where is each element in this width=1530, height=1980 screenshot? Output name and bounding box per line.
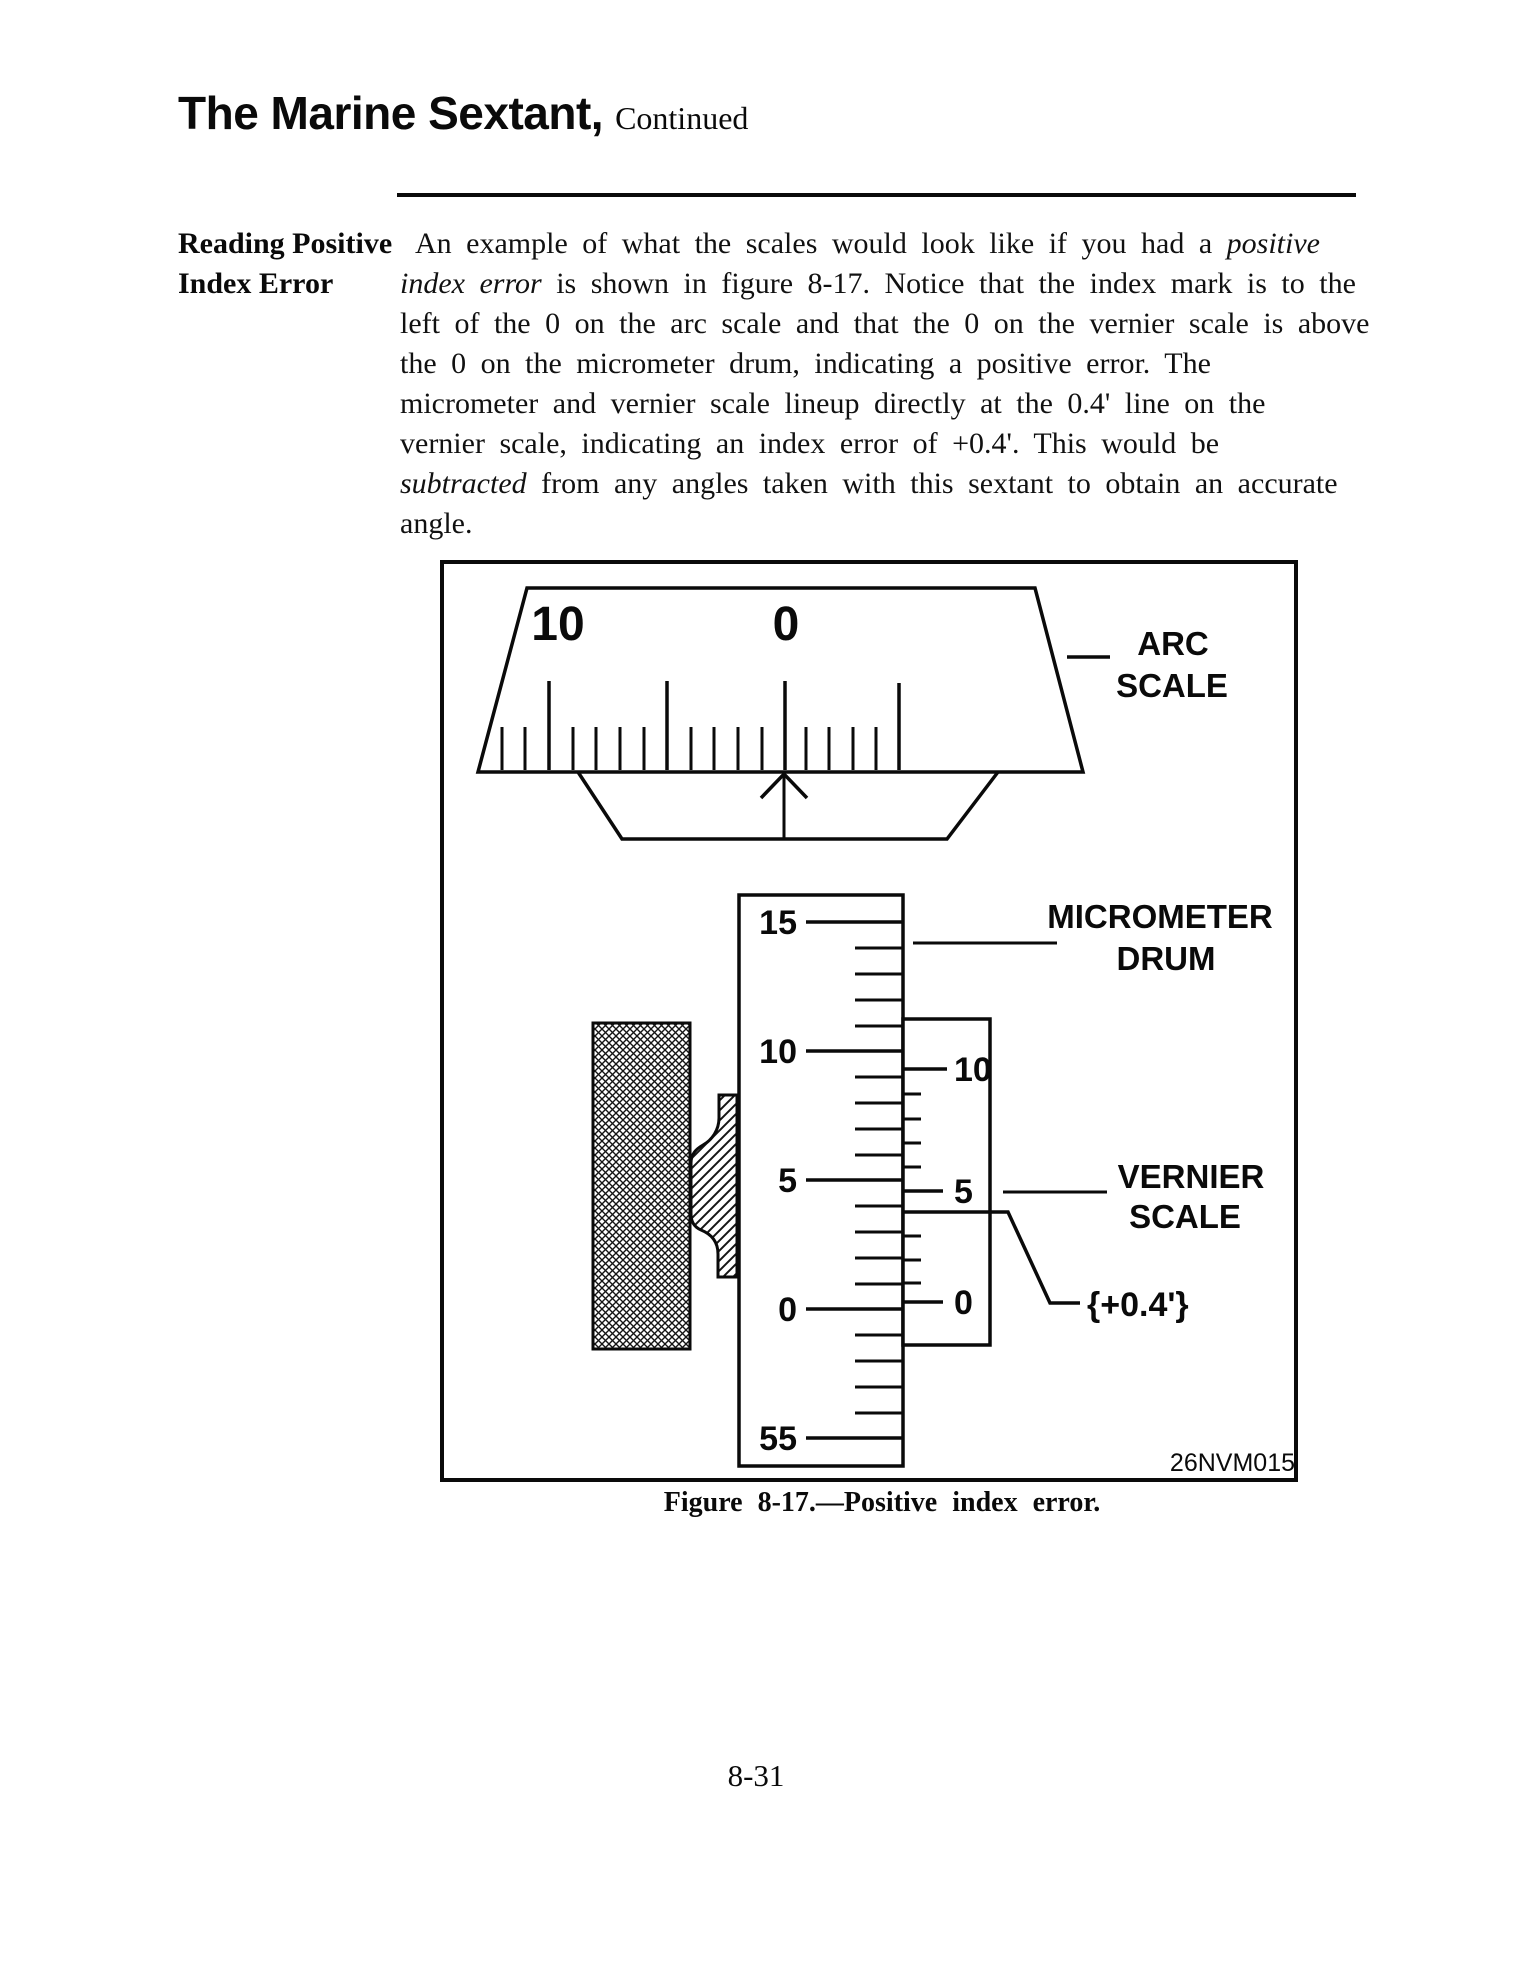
section-heading-line2: Index Error <box>178 267 334 300</box>
reading-value: {+0.4'} <box>1087 1286 1189 1324</box>
body-paragraph <box>400 224 1370 544</box>
figure-caption: Figure 8-17.—Positive index error. <box>663 1487 1101 1518</box>
title-continued: Continued <box>615 100 749 136</box>
section-heading-line1: Reading Positive <box>178 227 393 260</box>
worm-release-hatched <box>691 1095 737 1277</box>
index-housing <box>578 772 998 839</box>
vernier-label-0: 0 <box>954 1284 973 1322</box>
drum-label-15: 15 <box>759 904 797 942</box>
arc-label-10: 10 <box>531 598 585 651</box>
paragraph-line: An example of what the scales would look like if you had a positive <box>415 227 1320 260</box>
paragraph-line: angle. <box>400 507 473 540</box>
paragraph-line: micrometer and vernier scale lineup directly at the 0.4' line on the <box>400 387 1266 420</box>
drum-label-0: 0 <box>778 1291 797 1329</box>
arc-scale-label-line1: ARC <box>1137 625 1209 662</box>
title-main: The Marine Sextant, <box>178 87 604 139</box>
vernier-scale-label-line2: SCALE <box>1129 1198 1241 1235</box>
horizontal-rule <box>397 193 1356 197</box>
vernier-scale-label-line1: VERNIER <box>1117 1158 1265 1195</box>
drum-label-55: 55 <box>759 1420 797 1458</box>
paragraph-line: left of the 0 on the arc scale and that the 0 on the vernier scale is above <box>400 307 1370 340</box>
paragraph-line: index error is shown in figure 8-17. Notice that the index mark is to the <box>400 267 1356 300</box>
page-number: 8-31 <box>727 1758 785 1793</box>
figure-8-17 <box>440 560 1300 1486</box>
arc-scale-label-line2: SCALE <box>1116 667 1228 704</box>
drum-label-10: 10 <box>759 1033 797 1071</box>
paragraph-line: vernier scale, indicating an index error of +0.4'. This would be <box>400 427 1220 460</box>
drum-label-5: 5 <box>778 1162 797 1200</box>
section-heading <box>178 224 392 304</box>
page-title <box>178 86 748 140</box>
paragraph-line: the 0 on the micrometer drum, indicating a positive error. The <box>400 347 1211 380</box>
sextant-scales-diagram <box>440 560 1300 1486</box>
paragraph-line: subtracted from any angles taken with this sextant to obtain an accurate <box>400 467 1338 500</box>
vernier-label-5: 5 <box>954 1173 973 1211</box>
figure-credit: 26NVM015 <box>1169 1449 1295 1477</box>
micrometer-drum-label-line2: DRUM <box>1116 940 1216 977</box>
clamp-block-crosshatch <box>593 1023 690 1349</box>
micrometer-drum-label-line1: MICROMETER <box>1047 898 1273 935</box>
vernier-label-10: 10 <box>954 1051 992 1089</box>
arc-label-0: 0 <box>772 598 800 651</box>
